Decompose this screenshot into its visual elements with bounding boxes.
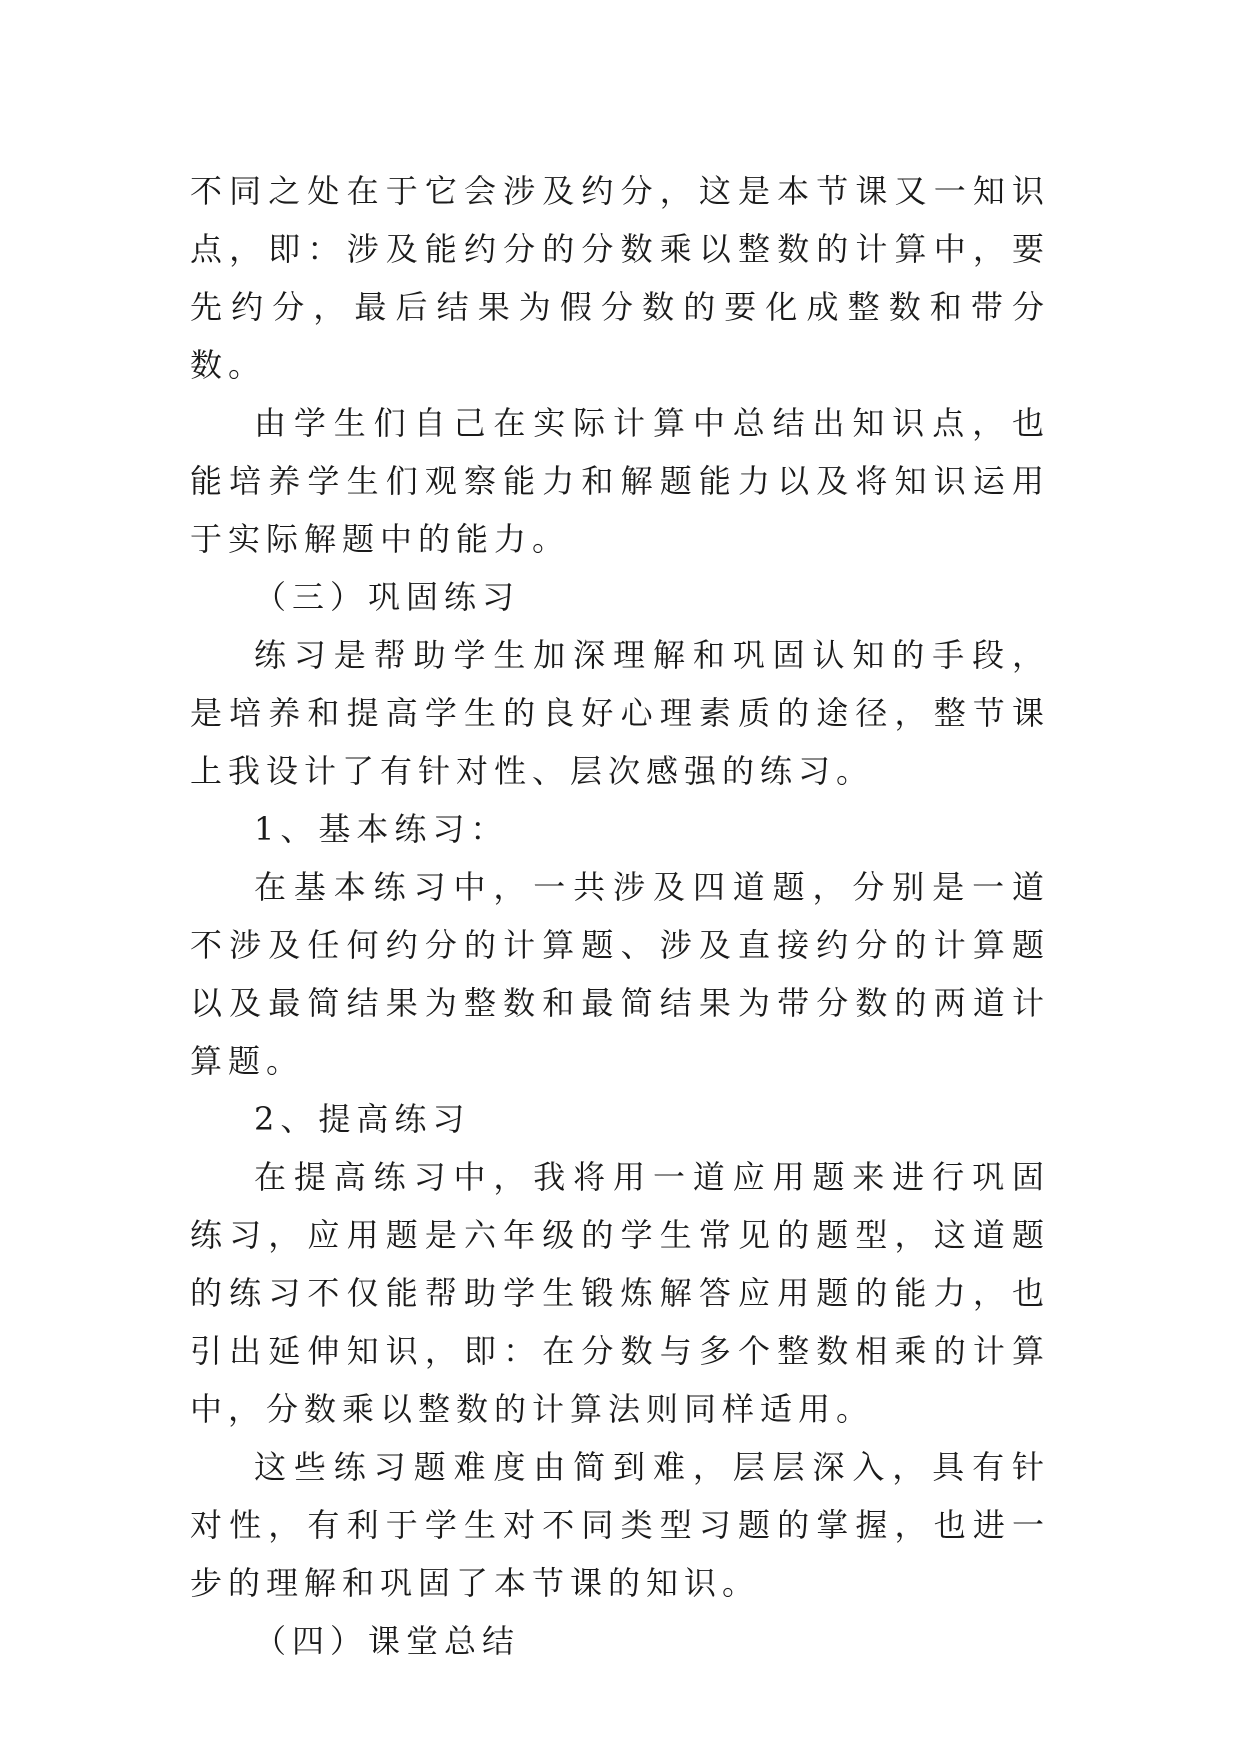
paragraph-advanced-practice: 在提高练习中，我将用一道应用题来进行巩固练习，应用题是六年级的学生常见的题型，这道题的练习不仅能帮助学生锻炼解答应用题的能力，也引出延伸知识，即：在分数与多个整数相乘的计算中，分数乘以整数的计算法则同样适用。 xyxy=(190,1158,1050,1428)
section-heading-class-summary: （四）课堂总结 xyxy=(254,1622,521,1660)
subheading-basic-practice: 1、基本练习： xyxy=(254,810,509,848)
paragraph-continuation: 不同之处在于它会涉及约分，这是本节课又一知识点，即：涉及能约分的分数乘以整数的计算中，要先约分，最后结果为假分数的要化成整数和带分数。 xyxy=(190,172,1050,384)
subheading-advanced-practice: 2、提高练习 xyxy=(254,1100,471,1138)
document-body xyxy=(190,162,1050,1670)
paragraph-practice-summary: 这些练习题难度由简到难，层层深入，具有针对性，有利于学生对不同类型习题的掌握，也进一步的理解和巩固了本节课的知识。 xyxy=(190,1448,1050,1602)
paragraph-practice-purpose: 练习是帮助学生加深理解和巩固认知的手段，是培养和提高学生的良好心理素质的途径，整节课上我设计了有针对性、层次感强的练习。 xyxy=(190,636,1050,790)
section-heading-consolidation-practice: （三）巩固练习 xyxy=(254,578,521,616)
paragraph-self-summary: 由学生们自己在实际计算中总结出知识点，也能培养学生们观察能力和解题能力以及将知识运用于实际解题中的能力。 xyxy=(190,404,1050,558)
paragraph-basic-practice: 在基本练习中，一共涉及四道题，分别是一道不涉及任何约分的计算题、涉及直接约分的计算题以及最简结果为整数和最简结果为带分数的两道计算题。 xyxy=(190,868,1050,1080)
